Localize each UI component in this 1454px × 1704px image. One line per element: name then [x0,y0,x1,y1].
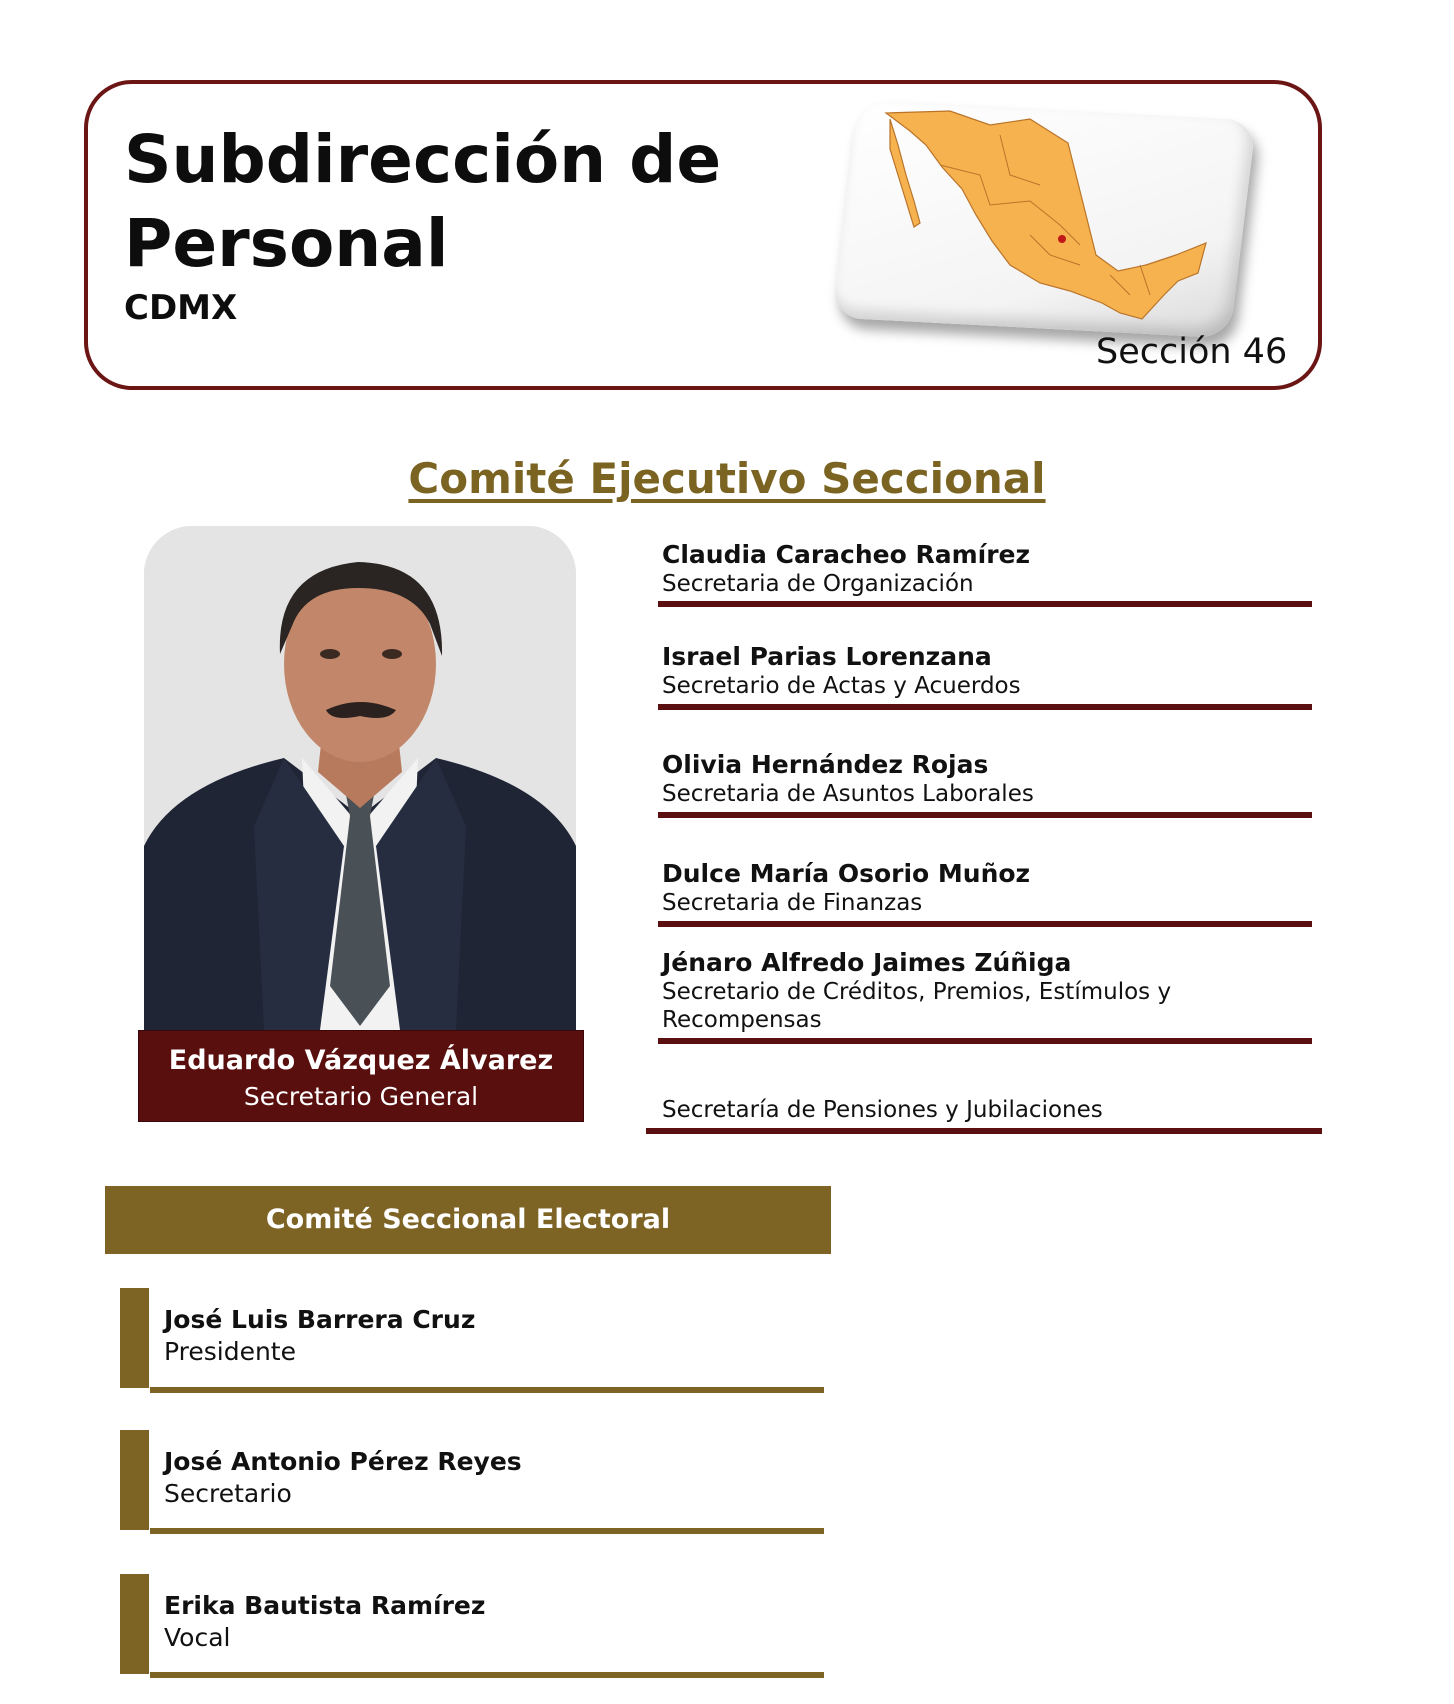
divider-line [646,1128,1322,1134]
member-role: Secretaría de Pensiones y Jubilaciones [662,1097,1103,1123]
divider-line [150,1387,824,1393]
member-role: Secretaria de Finanzas [662,890,923,916]
executive-member [662,1096,1312,1124]
member-name: José Luis Barrera Cruz [164,1305,476,1334]
leader-photo [144,526,576,1030]
member-role: Secretario de Actas y Acuerdos [662,673,1021,699]
member-name: Dulce María Osorio Muñoz [662,859,1031,888]
electoral-member [164,1590,804,1654]
executive-member [662,540,1312,598]
leader-name: Eduardo Vázquez Álvarez [168,1045,554,1076]
electoral-member [164,1304,804,1368]
accent-bar [120,1288,149,1388]
divider-line [658,601,1312,607]
divider-line [658,921,1312,927]
member-name: José Antonio Pérez Reyes [164,1447,522,1476]
electoral-committee-heading: Comité Seccional Electoral [105,1186,831,1254]
executive-member [662,750,1312,808]
electoral-member [164,1446,804,1510]
person-portrait-icon [144,526,576,1030]
member-name: Claudia Caracheo Ramírez [662,540,1031,569]
member-name: Erika Bautista Ramírez [164,1591,486,1620]
page-title: Subdirección de Personal [124,121,722,282]
member-role: Secretaria de Asuntos Laborales [662,781,1034,807]
divider-line [150,1528,824,1534]
member-role: Secretaria de Organización [662,571,974,597]
member-name: Jénaro Alfredo Jaimes Zúñiga [662,948,1072,977]
executive-member [662,948,1312,1034]
divider-line [658,1038,1312,1044]
member-name: Israel Parias Lorenzana [662,642,992,671]
member-role: Presidente [164,1337,296,1366]
leader-name-plate [138,1030,584,1122]
accent-bar [120,1430,149,1530]
member-name: Olivia Hernández Rojas [662,750,989,779]
executive-member [662,859,1312,917]
member-role: Vocal [164,1623,231,1652]
accent-bar [120,1574,149,1674]
divider-line [658,704,1312,710]
mexico-map-icon [880,105,1220,335]
divider-line [150,1672,824,1678]
member-role: Secretario de Créditos, Premios, Estímulos y Recompensas [662,979,1172,1033]
member-role: Secretario [164,1479,292,1508]
executive-member [662,642,1312,700]
section-number: Sección 46 [1096,332,1288,372]
divider-line [658,812,1312,818]
leader-role: Secretario General [243,1082,479,1111]
page-subtitle: CDMX [124,288,238,328]
executive-committee-heading: Comité Ejecutivo Seccional [408,454,1046,503]
